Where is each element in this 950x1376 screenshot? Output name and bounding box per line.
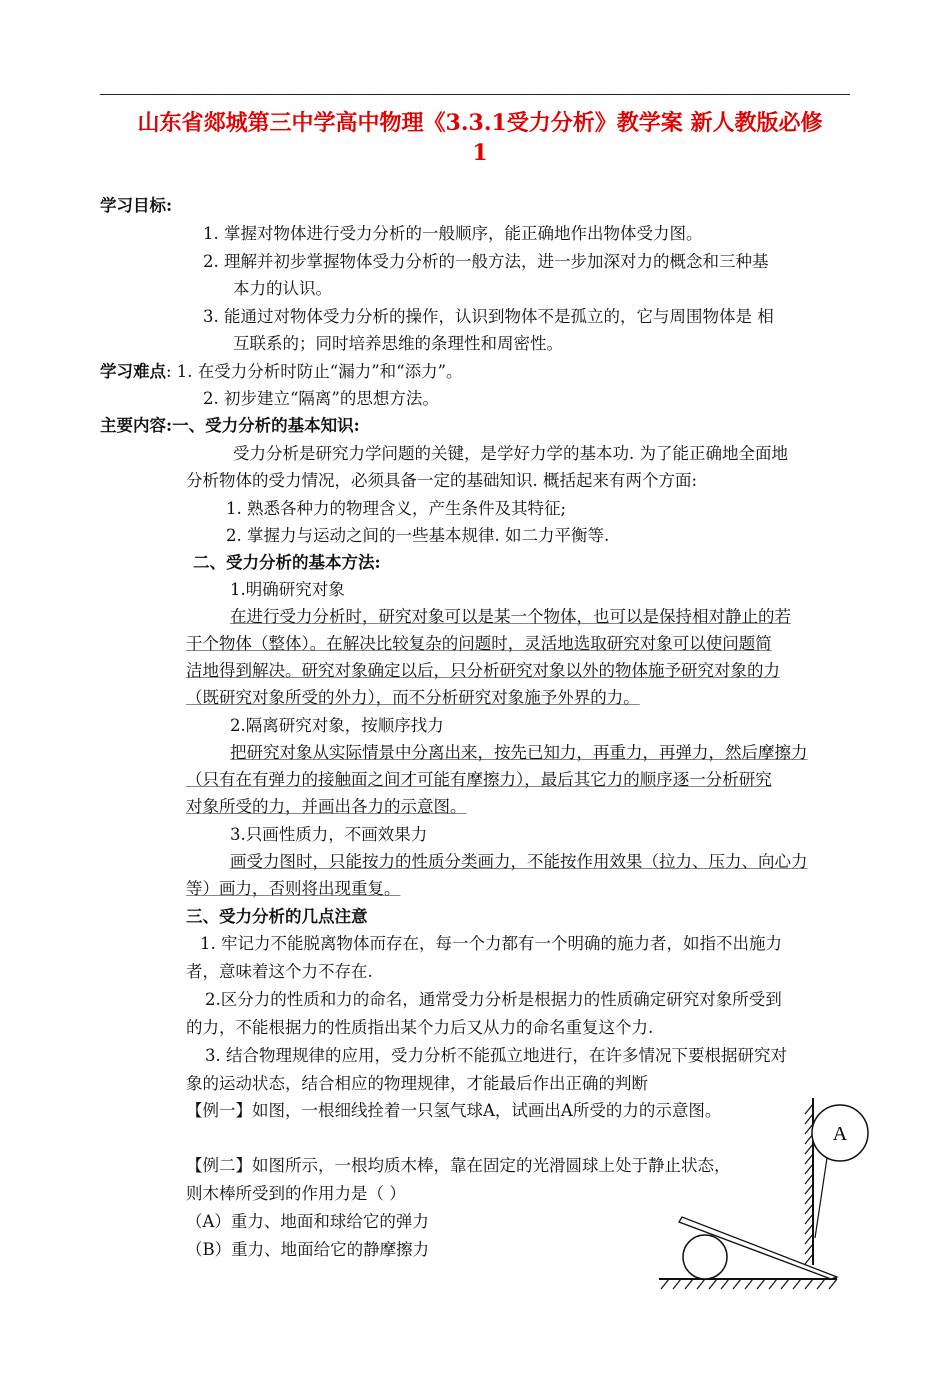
goal-item-2-cont: 本力的认识。	[233, 279, 332, 298]
difficulty-item-1: : 1. 在受力分析时防止“漏力”和“添力”。	[166, 362, 463, 381]
sec2-line-6: 2.隔离研究对象，按顺序找力	[230, 716, 444, 735]
option-a: （A）重力、地面和球给它的弹力	[186, 1212, 429, 1231]
sec2-line-7: 把研究对象从实际情景中分离出来，按先已知力，再重力，再弹力，然后摩擦力	[230, 743, 808, 762]
title-line-2: 1	[472, 140, 488, 166]
example-1: 【例一】如图，一根细线拴着一只氢气球A，试画出A所受的力的示意图。	[186, 1101, 722, 1120]
sec3-line-6: 象的运动状态，结合相应的物理规律，才能最后作出正确的判断	[186, 1074, 648, 1093]
option-b: （B）重力、地面给它的静摩擦力	[186, 1240, 430, 1259]
sec2-line-9: 对象所受的力，并画出各力的示意图。	[186, 797, 467, 816]
sec2-line-1: 1.明确研究对象	[230, 580, 345, 599]
title-line-1: 山东省郯城第三中学高中物理《3.3.1受力分析》教学案 新人教版必修	[137, 110, 823, 136]
sec1-line-1: 受力分析是研究力学问题的关键，是学好力学的基本功. 为了能正确地全面地	[233, 444, 788, 463]
content-label: 主要内容	[100, 416, 166, 435]
section-2-title: 二、受力分析的基本方法:	[193, 553, 381, 572]
difficulty-item-2: 2. 初步建立“隔离”的思想方法。	[203, 389, 439, 408]
sec2-line-4: 洁地得到解决。研究对象确定以后，只分析研究对象以外的物体施予研究对象的力	[186, 661, 780, 680]
sec2-line-8: （只有在有弹力的接触面之间才可能有摩擦力），最后其它力的顺序逐一分析研究	[186, 770, 772, 789]
sec1-line-3: 1. 熟悉各种力的物理含义，产生条件及其特征;	[226, 499, 567, 518]
sec2-line-2: 在进行受力分析时，研究对象可以是某一个物体，也可以是保持相对静止的若	[230, 607, 791, 626]
ground-hatching	[661, 1279, 837, 1289]
sec3-line-3: 2.区分力的性质和力的命名，通常受力分析是根据力的性质确定研究对象所受到	[205, 990, 782, 1009]
goal-item-3: 3. 能通过对物体受力分析的操作，认识到物体不是孤立的，它与周围物体是 相	[203, 307, 774, 326]
sec2-line-10: 3.只画性质力，不画效果力	[230, 825, 428, 844]
goal-item-3-cont: 互联系的；同时培养思维的条理性和周密性。	[233, 334, 563, 353]
sec2-line-11: 画受力图时，只能按力的性质分类画力，不能按作用效果（拉力、压力、向心力	[230, 852, 808, 871]
sec1-line-2: 分析物体的受力情况，必须具备一定的基础知识. 概括起来有两个方面:	[186, 471, 698, 490]
sec2-line-3: 干个物体（整体）。在解决比较复杂的问题时，灵活地选取研究对象可以使问题简	[186, 634, 772, 653]
header-rule	[100, 94, 850, 95]
sec2-line-12: 等）画力，否则将出现重复。	[186, 879, 401, 898]
sec3-line-5: 3. 结合物理规律的应用，受力分析不能孤立地进行，在许多情况下要根据研究对	[205, 1046, 787, 1065]
rod-sphere-figure	[655, 1215, 840, 1300]
sec3-line-4: 的力，不能根据力的性质指出某个力后又从力的命名重复这个力.	[186, 1018, 654, 1037]
document-title	[100, 108, 860, 168]
balloon-label: A	[832, 1123, 848, 1145]
goals-label: 学习目标:	[100, 196, 173, 215]
goal-item-1: 1. 掌握对物体进行受力分析的一般顺序，能正确地作出物体受力图。	[203, 224, 703, 243]
sec1-line-4: 2. 掌握力与运动之间的一些基本规律. 如二力平衡等.	[226, 526, 610, 545]
content-heading	[100, 416, 360, 436]
sec3-line-2: 者，意味着这个力不存在.	[186, 962, 373, 981]
section-1-title: :一、受力分析的基本知识:	[166, 416, 360, 435]
example-2-line-2: 则木棒所受到的作用力是（ ）	[186, 1184, 406, 1203]
sphere-circle	[683, 1235, 727, 1279]
goal-item-2: 2. 理解并初步掌握物体受力分析的一般方法，进一步加深对力的概念和三种基	[203, 252, 769, 271]
example-2-line-1: 【例二】如图所示，一根均质木棒，靠在固定的光滑圆球上处于静止状态，	[186, 1156, 731, 1175]
difficulties-label: 学习难点	[100, 362, 166, 381]
sec2-line-5: （既研究对象所受的外力），而不分析研究对象施予外界的力。	[186, 688, 640, 707]
section-3-title: 三、受力分析的几点注意	[186, 907, 368, 926]
difficulties-row-1	[100, 362, 463, 382]
sec3-line-1: 1. 牢记力不能脱离物体而存在，每一个力都有一个明确的施力者，如指不出施力	[200, 934, 782, 953]
